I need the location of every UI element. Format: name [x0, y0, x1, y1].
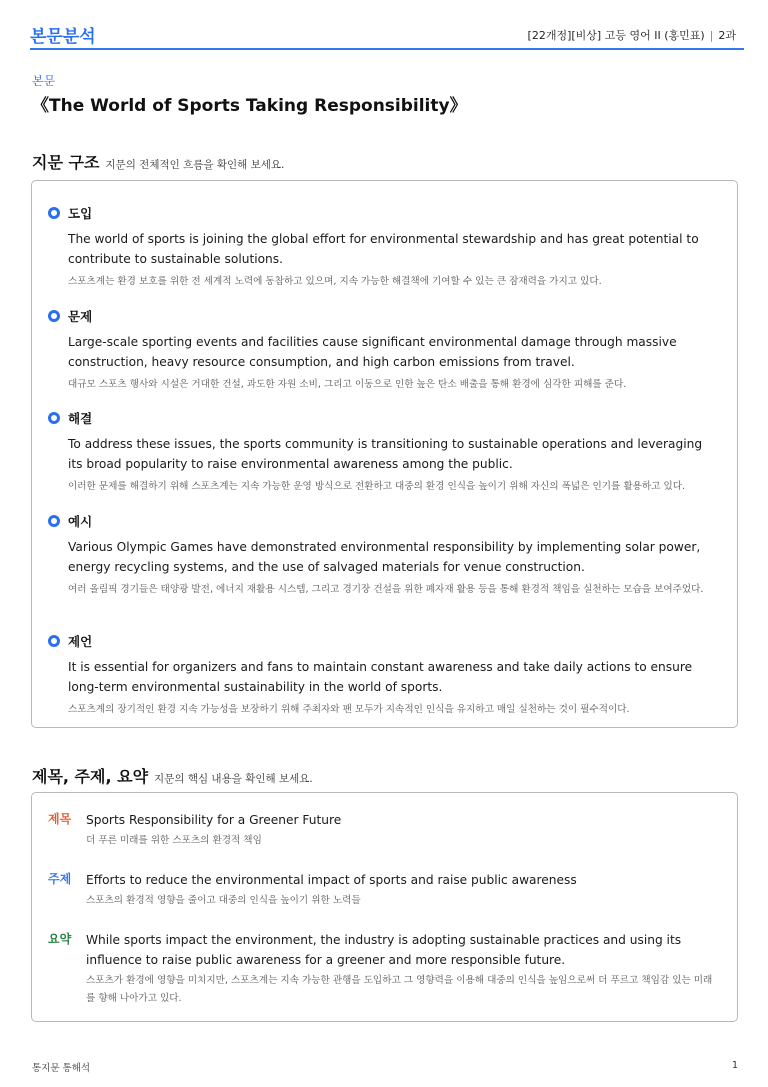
summary-subtitle: 지문의 핵심 내용을 확인해 보세요. — [154, 773, 313, 785]
bullet-icon — [48, 412, 60, 424]
tag-title: 제목 — [48, 812, 72, 826]
structure-item — [48, 203, 718, 291]
page-number: 1 — [731, 1060, 738, 1071]
row-english: Efforts to reduce the environmental impact of sports and raise public awareness — [86, 873, 577, 887]
bullet-icon — [48, 635, 60, 647]
header-meta — [528, 27, 736, 43]
structure-item — [48, 408, 718, 496]
row-korean: 더 푸른 미래를 위한 스포츠의 환경적 책임 — [86, 835, 262, 846]
structure-item — [48, 631, 718, 719]
row-english: Sports Responsibility for a Greener Future — [86, 813, 342, 827]
item-english: Large-scale sporting events and facilities cause significant environmental damage through massive construction, heavy resource consumption, and high carbon emissions from travel. — [68, 335, 677, 369]
separator: | — [709, 29, 714, 42]
bullet-icon — [48, 207, 60, 219]
item-korean: 이러한 문제를 해결하기 위해 스포츠계는 지속 가능한 운영 방식으로 전환하고 대중의 환경 인식을 높이기 위해 자신의 폭넓은 인기를 활용하고 있다. — [68, 481, 686, 492]
summary-title: 제목, 주제, 요약 — [32, 767, 149, 786]
row-english: While sports impact the environment, the industry is adopting sustainable practices and using its influence to raise public awareness for a greener and more responsible future. — [86, 933, 682, 967]
passage-kicker: 본문 — [32, 74, 56, 88]
item-label: 해결 — [68, 411, 93, 426]
structure-heading — [32, 150, 284, 173]
summary-box — [31, 792, 738, 1022]
item-label: 문제 — [68, 309, 93, 324]
item-english: It is essential for organizers and fans to maintain constant awareness and take daily actions to ensure long-term environmental sustainability in the world of sports. — [68, 660, 693, 694]
structure-item — [48, 511, 718, 599]
item-korean: 여러 올림픽 경기들은 태양광 발전, 에너지 재활용 시스템, 그리고 경기장 건설을 위한 폐자재 활용 등을 통해 환경적 책임을 실천하는 모습을 보여주었다. — [68, 584, 704, 595]
structure-item — [48, 306, 718, 394]
summary-row-summary — [48, 930, 718, 1008]
course-info: [22개정][비상] 고등 영어 II (홍민표) — [527, 29, 705, 42]
passage-title: 《The World of Sports Taking Responsibility》 — [32, 96, 467, 116]
header-title: 본문분석 — [30, 27, 96, 47]
structure-box — [31, 180, 738, 728]
tag-summary: 요약 — [48, 932, 72, 946]
bullet-icon — [48, 515, 60, 527]
footer-label: 통지문 통해석 — [32, 1063, 91, 1074]
tag-topic: 주제 — [48, 872, 72, 886]
item-korean: 스포츠계는 환경 보호를 위한 전 세계적 노력에 동참하고 있으며, 지속 가능한 해결책에 기여할 수 있는 큰 잠재력을 가지고 있다. — [68, 276, 602, 287]
item-english: The world of sports is joining the global effort for environmental stewardship and has great potential to contribute to sustainable solutions. — [68, 232, 699, 266]
item-english: Various Olympic Games have demonstrated environmental responsibility by implementing solar power, energy recycling systems, and the use of salvaged materials for venue construction. — [68, 540, 701, 574]
structure-title: 지문 구조 — [32, 153, 100, 172]
page-header — [30, 18, 744, 50]
item-label: 도입 — [68, 206, 93, 221]
item-english: To address these issues, the sports community is transitioning to sustainable operations and leveraging its broad popularity to raise environmental awareness among the public. — [68, 437, 703, 471]
item-korean: 스포츠계의 장기적인 환경 지속 가능성을 보장하기 위해 주최자와 팬 모두가 지속적인 인식을 유지하고 매일 실천하는 것이 필수적이다. — [68, 704, 630, 715]
item-korean: 대규모 스포츠 행사와 시설은 거대한 건설, 과도한 자원 소비, 그리고 이동으로 인한 높은 탄소 배출을 통해 환경에 심각한 피해를 준다. — [68, 379, 627, 390]
summary-row-title — [48, 810, 718, 850]
item-label: 제언 — [68, 634, 93, 649]
row-korean: 스포츠가 환경에 영향을 미치지만, 스포츠계는 지속 가능한 관행을 도입하고 그 영향력을 이용해 대중의 인식을 높임으로써 더 푸르고 책임감 있는 미래를 향해 나아가고 있다. — [86, 975, 713, 1004]
summary-heading — [32, 764, 313, 787]
unit-label: 2과 — [718, 29, 736, 42]
item-label: 예시 — [68, 514, 93, 529]
summary-row-topic — [48, 870, 718, 910]
row-korean: 스포츠의 환경적 영향을 줄이고 대중의 인식을 높이기 위한 노력들 — [86, 895, 361, 906]
bullet-icon — [48, 310, 60, 322]
structure-subtitle: 지문의 전체적인 흐름을 확인해 보세요. — [105, 159, 285, 171]
